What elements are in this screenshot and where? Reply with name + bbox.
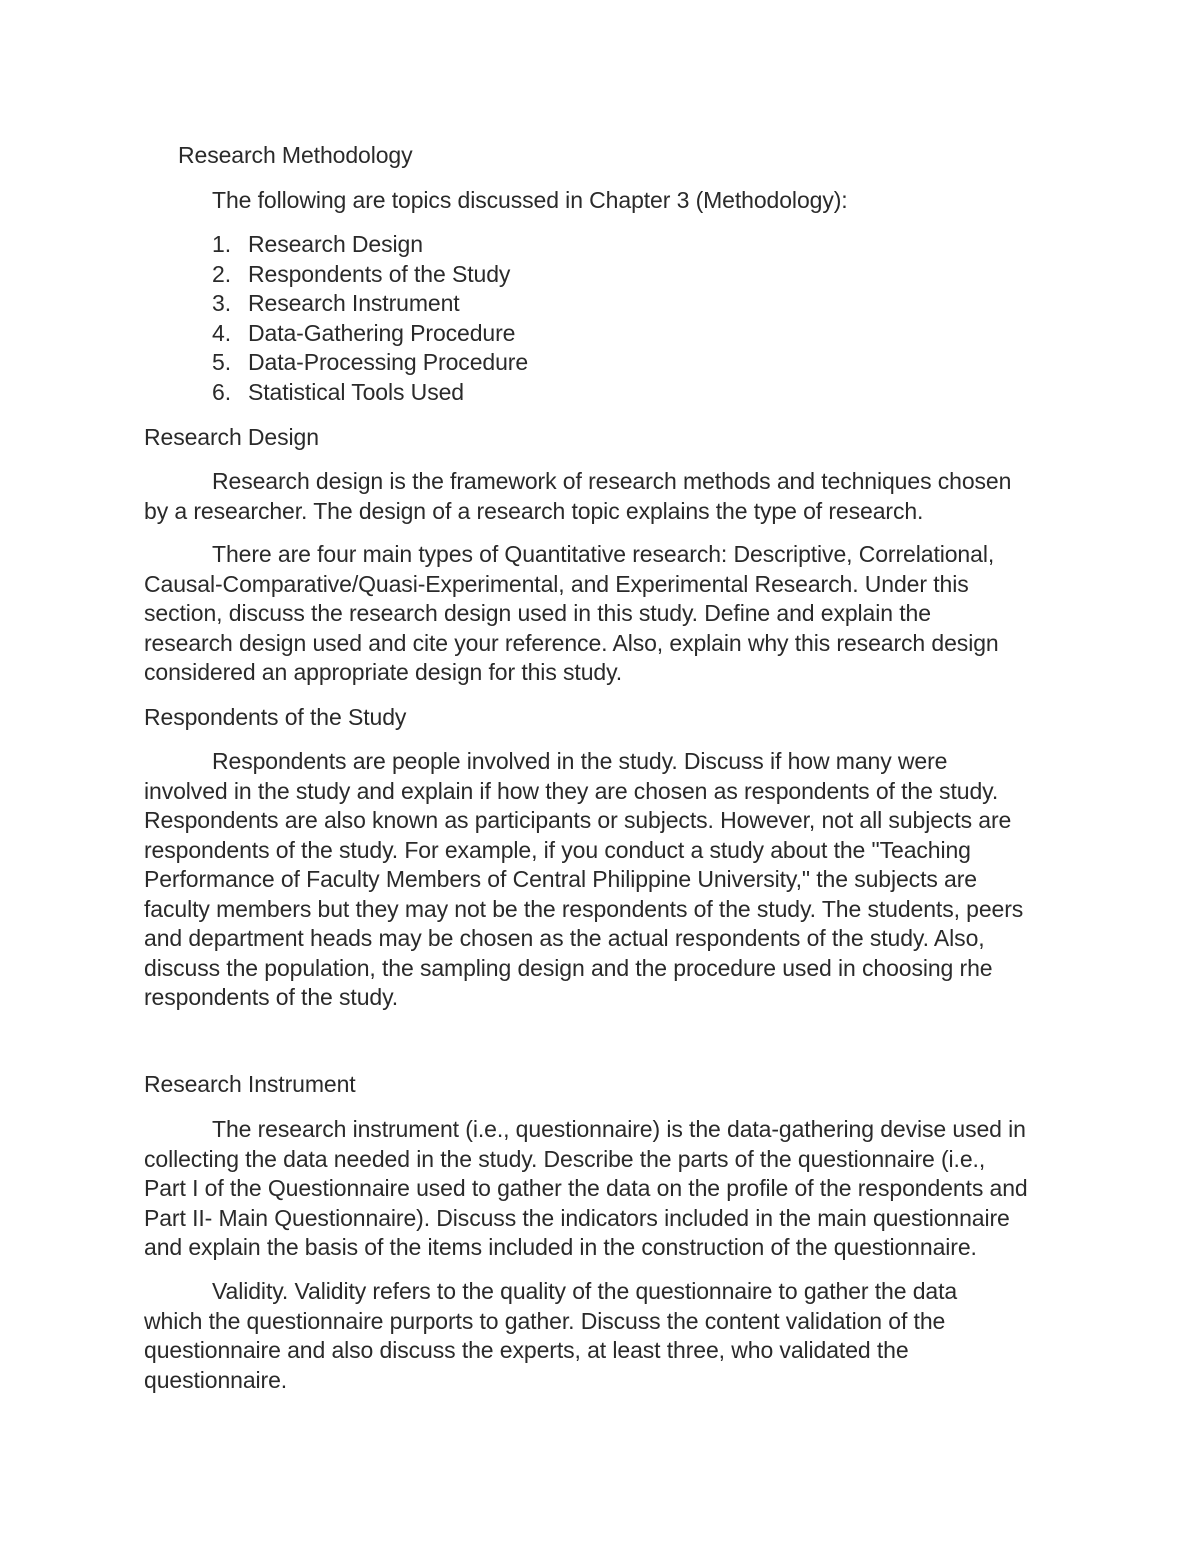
research-design-paragraph-1 — [144, 467, 1064, 526]
paragraph-line: respondents of the study. For example, if you conduct a study about the "Teaching — [144, 836, 971, 863]
paragraph-line: Performance of Faculty Members of Central Philippine University," the subjects are — [144, 866, 977, 892]
paragraph-line: Part II- Main Questionnaire). Discuss the indicators included in the main questionnaire — [144, 1204, 1010, 1231]
paragraph-line: questionnaire. — [144, 1366, 288, 1393]
paragraph-line: involved in the study and explain if how they are chosen as respondents of the study. — [144, 777, 999, 804]
topic-number: 1. — [212, 231, 231, 257]
topic-number: 4. — [212, 319, 231, 346]
paragraph-line: considered an appropriate design for this study. — [144, 659, 623, 685]
topic-item — [212, 348, 528, 378]
topic-label: Data-Gathering Procedure — [248, 319, 516, 346]
intro-sentence: The following are topics discussed in Chapter 3 (Methodology): — [212, 187, 848, 213]
paragraph-line: and department heads may be chosen as the actual respondents of the study. Also, — [144, 925, 985, 951]
respondents-paragraph-1 — [144, 747, 1064, 1013]
topic-number: 3. — [212, 290, 231, 316]
topic-label: Respondents of the Study — [248, 260, 511, 287]
paragraph-line: Part I of the Questionnaire used to gather the data on the profile of the respondents and — [144, 1175, 1028, 1201]
topic-item — [212, 319, 528, 349]
topic-item — [212, 230, 528, 260]
instrument-paragraph-1 — [144, 1115, 1064, 1263]
document-title: Research Methodology — [178, 142, 413, 168]
section-heading-research-instrument: Research Instrument — [144, 1071, 356, 1097]
paragraph-line: collecting the data needed in the study. Describe the parts of the questionnaire (i.e., — [144, 1145, 986, 1172]
paragraph-line: The research instrument (i.e., questionnaire) is the data-gathering devise used in — [212, 1116, 1026, 1142]
research-design-paragraph-2 — [144, 540, 1064, 688]
topic-item — [212, 260, 528, 290]
topic-item — [212, 289, 528, 319]
paragraph-line: Validity. Validity refers to the quality of the questionnaire to gather the data — [212, 1278, 958, 1304]
paragraph-line: research design used and cite your reference. Also, explain why this research design — [144, 629, 999, 656]
topic-label: Research Instrument — [248, 290, 460, 316]
paragraph-line: Respondents are also known as participants or subjects. However, not all subjects are — [144, 807, 1012, 833]
validity-paragraph — [144, 1277, 1064, 1395]
paragraph-line: discuss the population, the sampling design and the procedure used in choosing rhe — [144, 954, 993, 981]
topic-item — [212, 378, 528, 408]
paragraph-line: which the questionnaire purports to gather. Discuss the content validation of the — [144, 1307, 946, 1334]
topic-number: 5. — [212, 349, 231, 375]
topic-label: Research Design — [248, 231, 423, 257]
paragraph-line: Research design is the framework of research methods and techniques chosen — [212, 468, 1012, 494]
paragraph-line: and explain the basis of the items included in the construction of the questionnaire. — [144, 1234, 977, 1260]
section-heading-respondents: Respondents of the Study — [144, 704, 407, 730]
paragraph-line: questionnaire and also discuss the experts, at least three, who validated the — [144, 1337, 909, 1363]
section-heading-research-design: Research Design — [144, 424, 319, 450]
paragraph-line: Causal-Comparative/Quasi-Experimental, and Experimental Research. Under this — [144, 570, 969, 597]
paragraph-line: faculty members but they may not be the respondents of the study. The students, peers — [144, 895, 1024, 922]
paragraph-line: by a researcher. The design of a research topic explains the type of research. — [144, 497, 924, 524]
topics-list — [212, 230, 528, 407]
topic-label: Data-Processing Procedure — [248, 349, 529, 375]
topic-number: 2. — [212, 260, 231, 287]
paragraph-line: section, discuss the research design used in this study. Define and explain the — [144, 600, 931, 626]
topic-label: Statistical Tools Used — [248, 378, 464, 405]
paragraph-line: Respondents are people involved in the study. Discuss if how many were — [212, 748, 948, 774]
paragraph-line: respondents of the study. — [144, 984, 399, 1010]
paragraph-line: There are four main types of Quantitative research: Descriptive, Correlational, — [212, 541, 995, 567]
topic-number: 6. — [212, 378, 231, 405]
